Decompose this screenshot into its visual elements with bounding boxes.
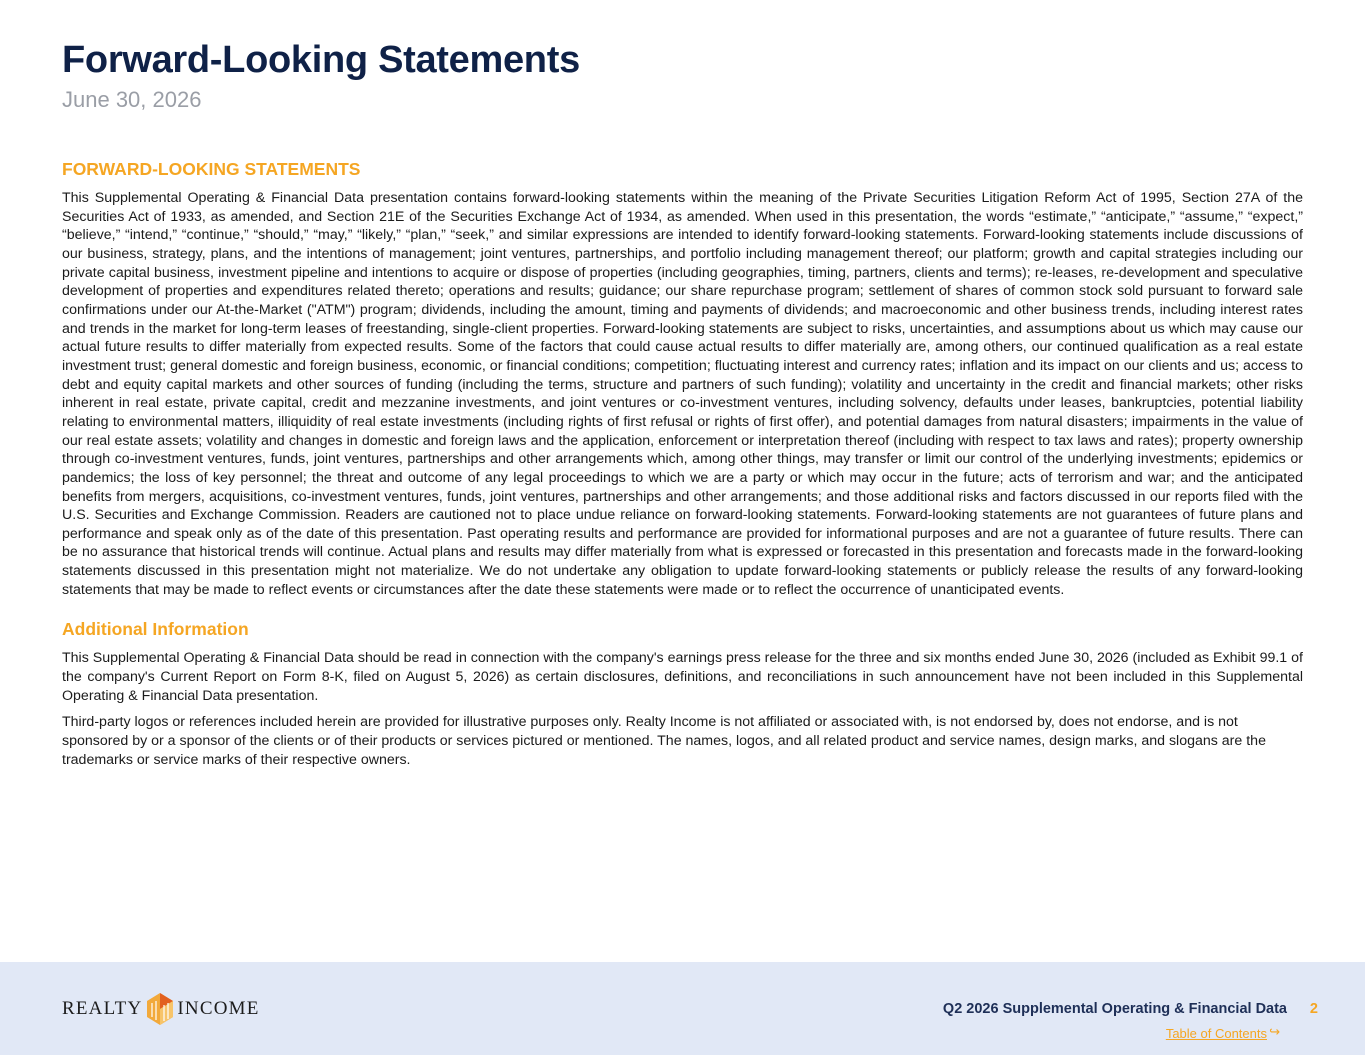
additional-info-heading: Additional Information [62, 619, 249, 640]
forward-looking-heading: FORWARD-LOOKING STATEMENTS [62, 159, 361, 179]
forward-looking-body: This Supplemental Operating & Financial Data presentation contains forward-looking statements within the meaning of the Private Securities Litigation Reform Act of 1995, Section 27A of the Securities Act of 1933, as amended, and Section 21E of the Securities Exchange Act of 1934, as amended. When used in this presentation, the words “estimate,” “anticipate,” “assume,” “expect,” “believe,” “intend,” “continue,” “should,” “may,” “likely,” “plan,” “seek,” and similar expressions are intended to identify forward-looking statements. Forward-looking statements include discussions of our business, strategy, plans, and the intentions of management; joint ventures, partnerships, and portfolio including management thereof; our platform; growth and capital strategies including our private capital business, investment pipeline and intentions to acquire or dispose of properties (including geographies, timing, partners, clients and terms); re-leases, re-development and speculative development of properties and expenditures related thereto; operations and results; guidance; our share repurchase program; settlement of shares of common stock sold pursuant to forward sale confirmations under our At-the-Market ("ATM") program; dividends, including the amount, timing and payments of dividends; and macroeconomic and other business trends, including interest rates and trends in the market for long-term leases of freestanding, single-client properties. Forward-looking statements are subject to risks, uncertainties, and assumptions about us which may cause our actual future results to differ materially from expected results. Some of the factors that could cause actual results to differ materially are, among others, our continued qualification as a real estate investment trust; general domestic and foreign business, economic, or financial conditions; competition; fluctuating interest and currency rates; inflation and its impact on our clients and us; access to debt and equity capital markets and other sources of funding (including the terms, structure and partners of such funding); volatility and uncertainty in the credit and financial markets; other risks inherent in real estate, private capital, credit and mezzanine investments, and joint ventures or co-investment ventures, including solvency, defaults under leases, bankruptcies, potential liability relating to environmental matters, illiquidity of real estate investments (including rights of first refusal or rights of first offer), and potential damages from natural disasters; impairments in the value of our real estate assets; volatility and changes in domestic and foreign laws and the application, enforcement or interpretation thereof (including with respect to tax laws and rates); property ownership through co-investment ventures, funds, joint ventures, partnerships and other arrangements which, among other things, may transfer or limit our control of the underlying investments; epidemics or pandemics; the loss of key personnel; the threat and outcome of any legal proceedings to which we are a party or which may occur in the future; acts of terrorism and war; and the anticipated benefits from mergers, acquisitions, co-investment ventures, funds, joint ventures, partnerships and other arrangements; and those additional risks and factors discussed in our reports filed with the U.S. Securities and Exchange Commission. Readers are cautioned not to place undue reliance on forward-looking statements. Forward-looking statements are not guarantees of future plans and performance and speak only as of the date of this presentation. Past operating results and performance are provided for informational purposes and are not a guarantee of future results. There can be no assurance that historical trends will continue. Actual plans and results may differ materially from what is expressed or forecasted in this presentation and forecasts made in the forward-looking statements discussed in this presentation might not materialize. We do not undertake any obligation to update forward-looking statements or publicly release the results of any forward-looking statements that may be made to reflect events or circumstances after the date these statements were made or to reflect the occurrence of unanticipated events. [62, 190, 1303, 598]
page-number: 2 [1309, 1001, 1318, 1017]
logo-mark-icon [146, 993, 174, 1025]
additional-info-paragraph-2: Third-party logos or references included herein are provided for illustrative purposes only. Realty Income is not affiliated or associated with, is not endorsed by, does not endorse, and is not sponsored by or a sponsor of the clients or of their products or services pictured or mentioned. The names, logos, and all related product and service names, design marks, and slogans are the trademarks or service marks of their respective owners. [62, 714, 1266, 768]
footer [0, 962, 1365, 1055]
return-arrow-icon[interactable]: ↪ [1269, 1024, 1280, 1039]
page-date: June 30, 2026 [62, 87, 202, 112]
realty-income-logo [62, 993, 260, 1025]
logo-text-left: REALTY [62, 998, 143, 1019]
page-title: Forward-Looking Statements [62, 39, 580, 81]
logo-text-right: INCOME [177, 998, 260, 1019]
report-title: Q2 2026 Supplemental Operating & Financial Data [942, 1001, 1287, 1017]
page-content [62, 38, 1303, 769]
table-of-contents-link[interactable]: Table of Contents [1165, 1026, 1267, 1041]
additional-info-paragraph-1: This Supplemental Operating & Financial Data should be read in connection with the company's earnings press release for the three and six months ended June 30, 2026 (included as Exhibit 99.1 of the company's Current Report on Form 8-K, filed on August 5, 2026) as certain disclosures, definitions, and reconciliations in such announcement have not been included in this Supplemental Operating & Financial Data presentation. [62, 650, 1303, 704]
